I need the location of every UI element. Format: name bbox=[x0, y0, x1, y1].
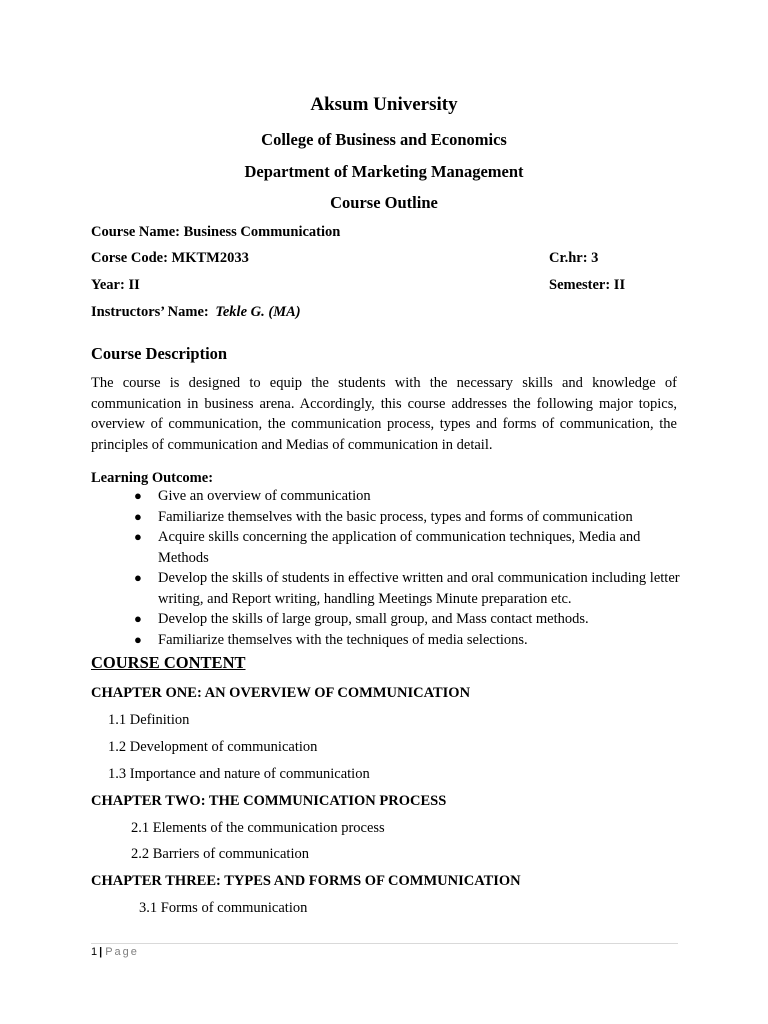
chapter-one-item: 1.2 Development of communication bbox=[108, 739, 318, 755]
department-title: Department of Marketing Management bbox=[244, 162, 524, 181]
chapter-two-title: CHAPTER TWO: THE COMMUNICATION PROCESS bbox=[91, 793, 447, 809]
list-item: ● Acquire skills concerning the application of communication techniques, Media and Methods bbox=[134, 529, 641, 566]
year: Year: II bbox=[91, 277, 140, 293]
chapter-one-title: CHAPTER ONE: AN OVERVIEW OF COMMUNICATION bbox=[91, 685, 471, 701]
chapter-two-item: 2.2 Barriers of communication bbox=[131, 846, 309, 862]
chapter-three-item: 3.1 Forms of communication bbox=[139, 900, 308, 916]
instructor-line bbox=[91, 304, 301, 321]
list-item: ● Familiarize themselves with the techniques of media selections. bbox=[91, 630, 681, 651]
page-number: 1 bbox=[91, 946, 98, 958]
semester: Semester: II bbox=[549, 277, 626, 293]
list-item: ● Develop the skills of large group, small group, and Mass contact methods. bbox=[91, 609, 681, 630]
college-title: College of Business and Economics bbox=[261, 130, 507, 149]
bullet-icon: ● bbox=[134, 611, 142, 626]
list-item: ● Give an overview of communication bbox=[91, 486, 681, 507]
footer-divider bbox=[91, 943, 678, 944]
course-description-heading: Course Description bbox=[91, 344, 228, 363]
course-content-heading: COURSE CONTENT bbox=[91, 653, 246, 672]
instructor-label: Instructors’ Name: bbox=[91, 304, 209, 320]
page-label: Page bbox=[105, 946, 139, 958]
credit-hours: Cr.hr: 3 bbox=[549, 250, 599, 266]
chapter-three-title: CHAPTER THREE: TYPES AND FORMS OF COMMUNICATION bbox=[91, 873, 521, 889]
course-description-text: The course is designed to equip the students with the necessary skills and knowledge of communication in business arena. Accordingly, this course addresses the following major topics, overview of communication, the communication process, types and forms of communication, the principles of communication and Medias of communication in detail. bbox=[91, 375, 677, 453]
list-item: ● Develop the skills of students in effective written and oral communication including letter writing, and Report writing, handling Meetings Minute preparation etc. bbox=[134, 570, 680, 607]
chapter-one-item: 1.3 Importance and nature of communication bbox=[108, 766, 370, 782]
bullet-icon: ● bbox=[134, 631, 142, 647]
bullet-icon: ● bbox=[134, 570, 142, 585]
learning-outcome-list bbox=[91, 486, 681, 650]
course-name: Course Name: Business Communication bbox=[91, 224, 341, 240]
university-title: Aksum University bbox=[310, 94, 458, 115]
bullet-icon: ● bbox=[134, 529, 142, 544]
list-item: ● Familiarize themselves with the basic process, types and forms of communication bbox=[91, 507, 681, 528]
course-code: Corse Code: MKTM2033 bbox=[91, 250, 249, 266]
bullet-icon: ● bbox=[134, 508, 142, 524]
learning-outcome-heading: Learning Outcome: bbox=[91, 470, 214, 486]
instructor-name: Tekle G. (MA) bbox=[215, 304, 301, 320]
bullet-icon: ● bbox=[134, 488, 142, 503]
document-title: Course Outline bbox=[330, 193, 438, 212]
page-footer bbox=[91, 946, 139, 958]
footer-separator: | bbox=[99, 946, 103, 958]
chapter-one-item: 1.1 Definition bbox=[108, 712, 190, 728]
chapter-two-item: 2.1 Elements of the communication process bbox=[131, 820, 385, 836]
